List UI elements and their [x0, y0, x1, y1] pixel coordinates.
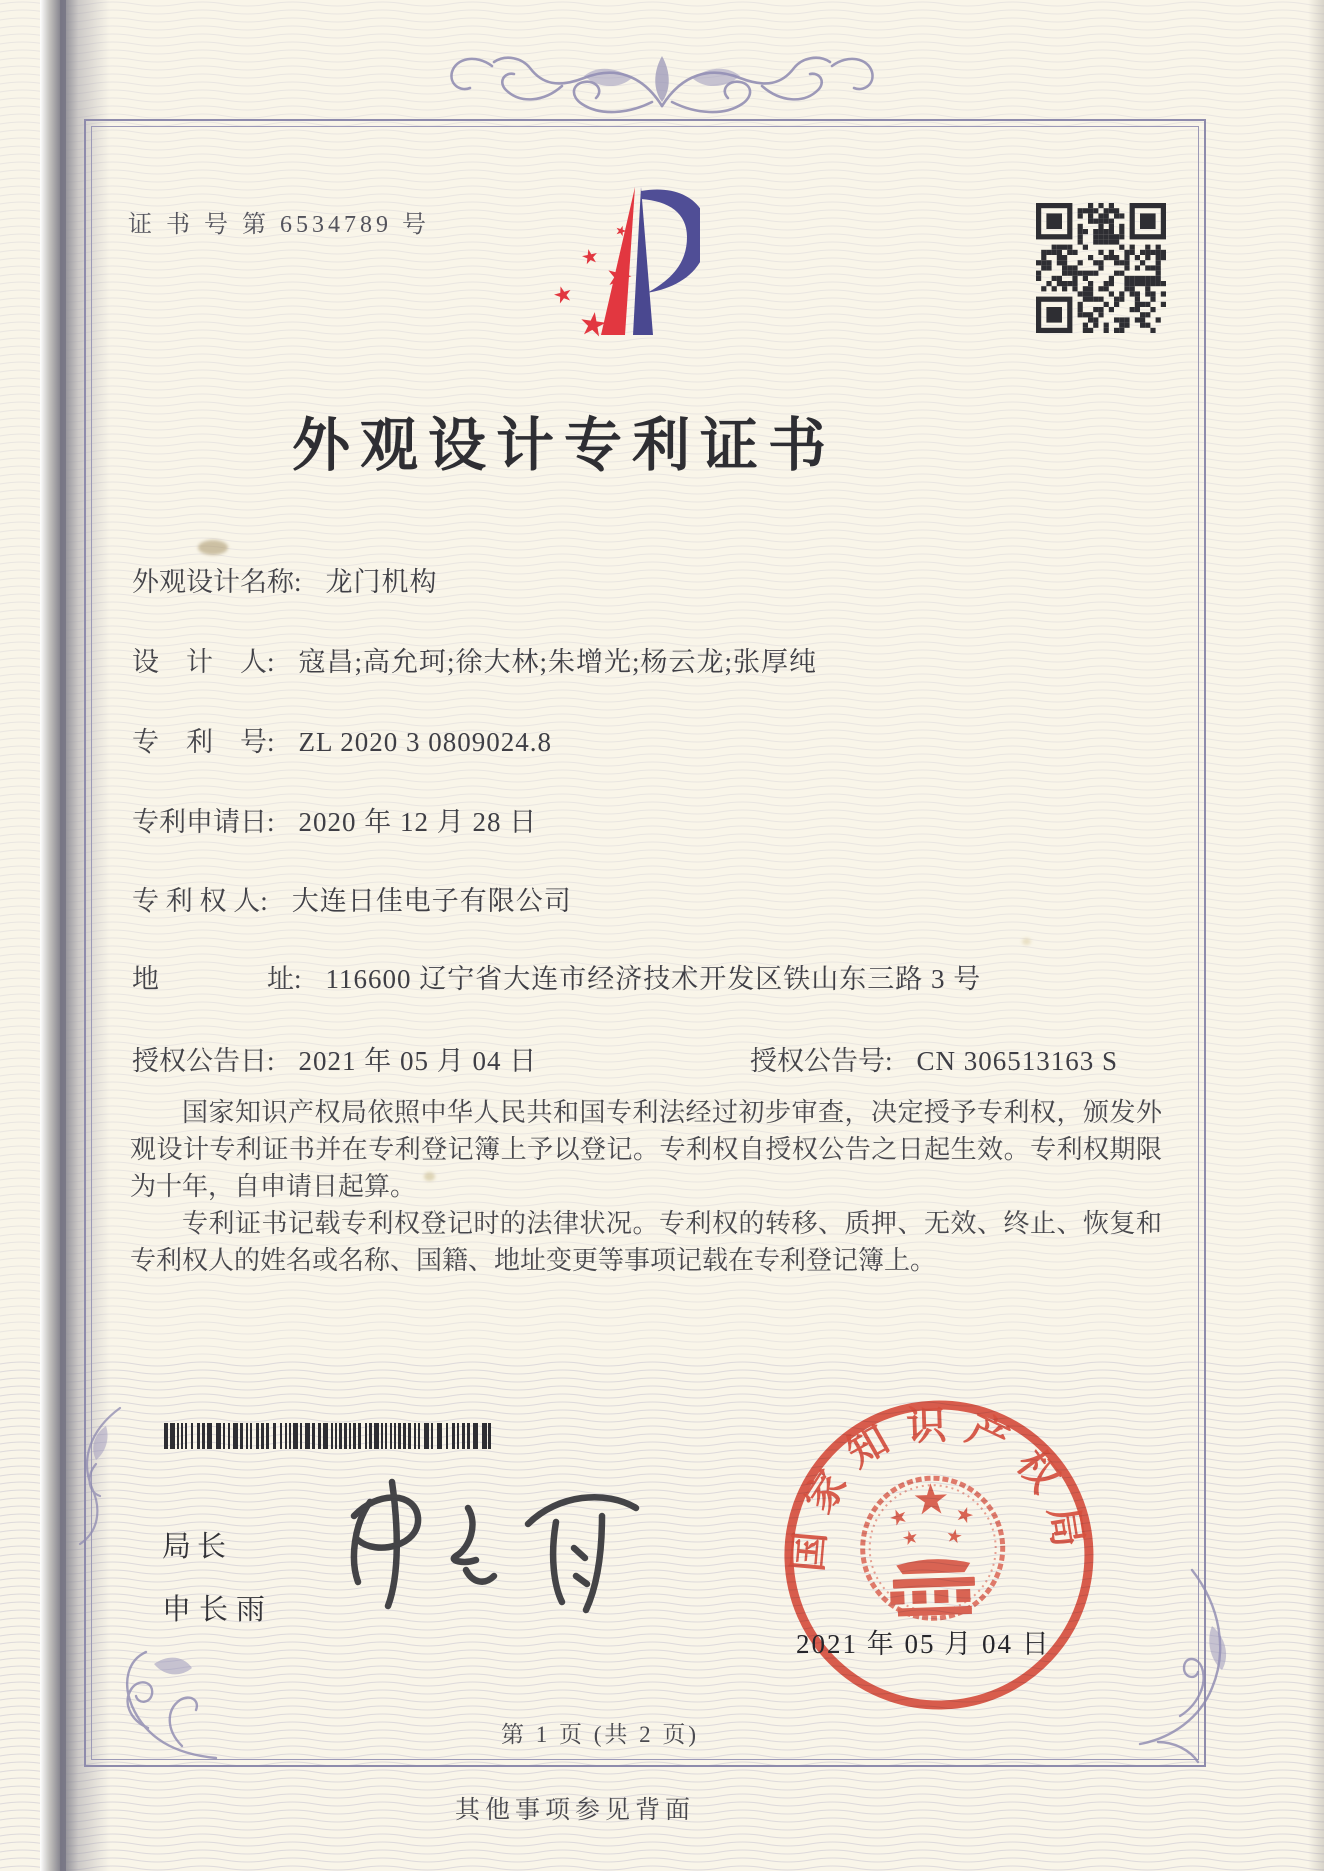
field-label: 外观设计名称:	[132, 567, 302, 597]
body-paragraph-1: 国家知识产权局依照中华人民共和国专利法经过初步审查，决定授予专利权，颁发外观设计专利证书并在专利登记簿上予以登记。专利权自授权公告之日起生效。专利权期限为十年，自申请日起算。	[130, 1098, 1162, 1201]
field-label: 授权公告号:	[750, 1046, 893, 1076]
page-indicator: 第 1 页 (共 2 页)	[500, 1722, 700, 1747]
field-value: 寇昌;高允珂;徐大林;朱增光;杨云龙;张厚纯	[298, 647, 818, 677]
paper-stain	[1022, 938, 1031, 945]
field-label: 设 计 人:	[132, 647, 275, 677]
national-emblem	[860, 1476, 1005, 1621]
back-note: 其他事项参见背面	[454, 1797, 695, 1824]
qr-code	[1036, 203, 1166, 333]
field-row-designers	[132, 640, 817, 679]
field-value: CN 306513163 S	[916, 1046, 1119, 1076]
field-row-patentee	[132, 879, 572, 918]
signature-handwritten	[318, 1458, 658, 1638]
field-label: 地 址:	[132, 964, 302, 994]
seal-arc-text: 国家知识产权局	[785, 1401, 1094, 1574]
logo-blue-bowl	[641, 190, 700, 293]
field-value: 龙门机构	[325, 567, 438, 597]
paper-stain	[424, 1172, 435, 1181]
svg-text:国家知识产权局	[779, 1398, 1093, 1576]
body-paragraph-2: 专利证书记载专利权登记时的法律状况。专利权的转移、质押、无效、终止、恢复和专利权人的姓名或名称、国籍、地址变更等事项记载在专利登记簿上。	[130, 1209, 1162, 1275]
cnipa-logo	[535, 183, 700, 353]
officer-name: 申长雨	[162, 1594, 274, 1626]
top-flourish-ornament	[392, 44, 932, 154]
field-label: 授权公告日:	[132, 1046, 275, 1076]
field-row-application-date	[132, 800, 537, 839]
field-row-grant-date	[132, 1039, 1119, 1078]
field-value: ZL 2020 3 0809024.8	[298, 727, 552, 757]
field-value: 2020 年 12 月 28 日	[298, 807, 538, 837]
logo-red-spike	[601, 187, 635, 335]
agency-seal	[772, 1390, 1105, 1723]
scan-edge-line	[60, 0, 66, 1871]
field-label: 专 利 号:	[132, 727, 275, 757]
certificate-title: 外观设计专利证书	[291, 413, 836, 478]
legal-text-block	[130, 1094, 1162, 1279]
barcode	[164, 1423, 494, 1449]
field-label: 专 利 权 人:	[132, 886, 268, 916]
field-value: 大连日佳电子有限公司	[291, 886, 572, 916]
field-label: 专利申请日:	[132, 807, 275, 837]
certificate-number: 证 书 号 第 6534789 号	[128, 212, 430, 238]
field-value: 2021 年 05 月 04 日	[298, 1046, 538, 1076]
field-row-address	[132, 957, 981, 996]
logo-blue-spike	[633, 187, 653, 335]
seal-date: 2021 年 05 月 04 日	[796, 1629, 1051, 1659]
officer-title: 局长	[162, 1531, 233, 1563]
field-value: 116600 辽宁省大连市经济技术开发区铁山东三路 3 号	[325, 964, 982, 994]
field-grant-number	[750, 1039, 1118, 1078]
edge-ornament-left	[50, 1400, 134, 1550]
paper-stain	[198, 540, 228, 555]
officer-block	[162, 1524, 273, 1628]
field-row-patent-number	[132, 720, 552, 759]
scan-edge-right-shadow	[1308, 0, 1324, 1871]
field-row-design-name	[132, 560, 438, 599]
